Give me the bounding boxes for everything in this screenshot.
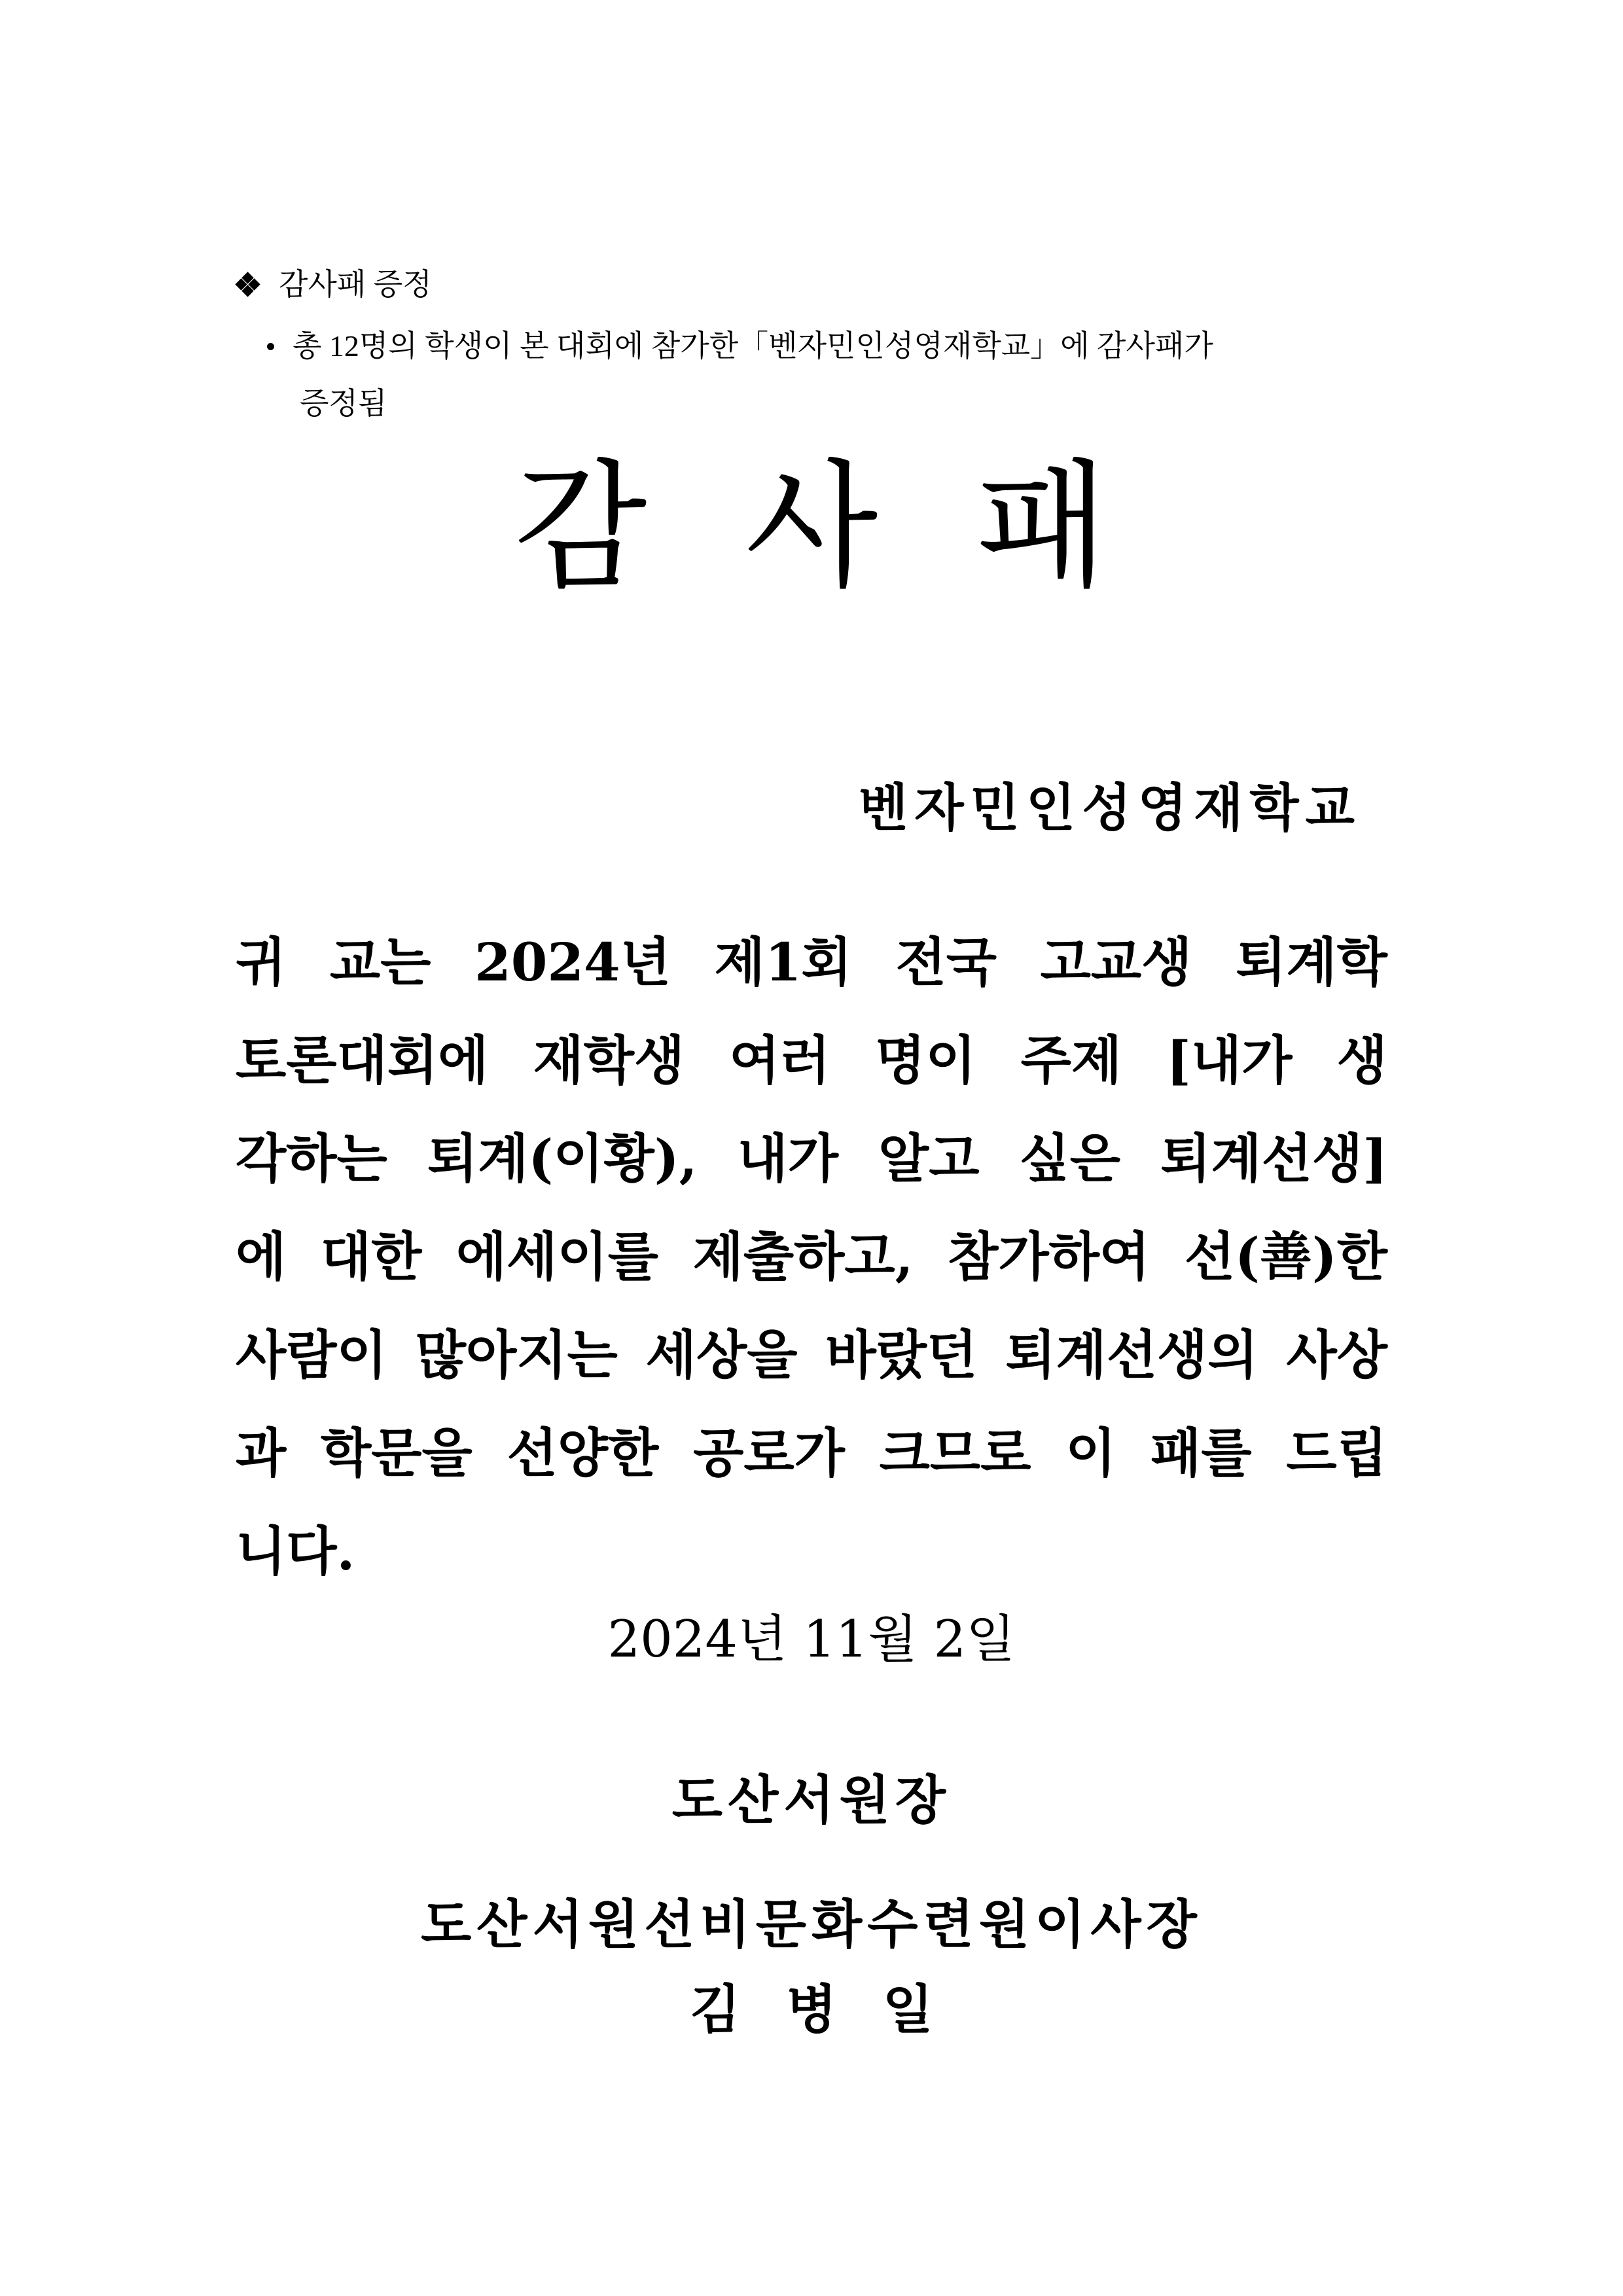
- plaque-body-word: 퇴계(이황),: [427, 1128, 698, 1189]
- plaque-body-word: 싶은: [1019, 1128, 1121, 1189]
- plaque-body-word: 사람이: [236, 1324, 387, 1386]
- plaque-body-word: 패를: [1150, 1422, 1252, 1484]
- plaque-body-line: [236, 1404, 1387, 1502]
- plaque-body-word: 전국: [895, 931, 997, 993]
- plaque-body-word: 크므로: [879, 1422, 1031, 1484]
- plaque-body-word: 과: [236, 1422, 287, 1484]
- plaque-body-word: 니다.: [236, 1520, 355, 1582]
- plaque-body-word: 선양한: [507, 1422, 659, 1484]
- plaque-body-word: 드립: [1286, 1422, 1387, 1484]
- plaque-body-word: 2024년: [474, 931, 671, 993]
- plaque-body-line: [236, 1502, 1387, 1600]
- notice-bullet-continuation: 증정됨: [300, 387, 387, 420]
- plaque-date: 2024년 11월 2일: [607, 1610, 1016, 1669]
- signatory-name: 김병일: [690, 1979, 979, 2040]
- plaque-body-word: 제1회: [714, 931, 852, 993]
- plaque-body-word: 명이: [874, 1030, 976, 1091]
- plaque-body-word: 여러: [729, 1030, 830, 1091]
- plaque-body-word: 이: [1065, 1422, 1116, 1484]
- plaque-body-word: 학문을: [320, 1422, 473, 1484]
- plaque-body-word: 알고: [878, 1128, 980, 1189]
- plaque-title: 감사패: [514, 446, 1207, 607]
- signatory-org-1: 도산서원장: [671, 1769, 952, 1831]
- plaque-body-line: [236, 1306, 1387, 1404]
- bullet-dot-icon: [267, 343, 274, 350]
- plaque-body-word: 귀: [236, 931, 287, 993]
- plaque-body-word: 재학생: [533, 1030, 685, 1091]
- plaque-body-word: 퇴계학: [1236, 931, 1387, 993]
- plaque-body-line: [236, 1208, 1387, 1306]
- notice-heading: [237, 262, 432, 308]
- plaque-body-word: 에세이를: [455, 1226, 659, 1287]
- plaque-body-line: [236, 1011, 1387, 1109]
- plaque-body-word: 퇴계선생의: [1005, 1324, 1258, 1386]
- plaque-body-word: 많아지는: [415, 1324, 618, 1386]
- plaque-body-word: 내가: [737, 1128, 838, 1189]
- plaque-body-line: [236, 913, 1387, 1011]
- plaque-body-line: [236, 1109, 1387, 1208]
- plaque-body-word: 공로가: [693, 1422, 845, 1484]
- plaque-body-word: 선(善)한: [1184, 1226, 1387, 1287]
- notice-heading-text: 감사패 증정: [279, 268, 432, 301]
- notice-bullet: [267, 323, 1213, 369]
- plaque-body-word: 사상: [1286, 1324, 1387, 1386]
- plaque-body-word: [내가: [1166, 1030, 1293, 1091]
- diamond-bullet-icon: [237, 274, 259, 296]
- plaque-body-word: 퇴계선생]: [1160, 1128, 1387, 1189]
- recipient-name: 벤자민인성영재학교: [858, 778, 1361, 838]
- plaque-body-word: 고교생: [1040, 931, 1192, 993]
- plaque-body-word: 세상을: [645, 1324, 798, 1386]
- plaque-body-word: 에: [236, 1226, 287, 1287]
- plaque-body-word: 토론대회에: [236, 1030, 489, 1091]
- plaque-body-word: 교는: [329, 931, 431, 993]
- plaque-body-word: 생: [1336, 1030, 1387, 1091]
- plaque-body-word: 참가하여: [948, 1226, 1150, 1287]
- plaque-body-word: 제출하고,: [692, 1226, 914, 1287]
- signatory-org-2: 도산서원선비문화수련원이사장: [421, 1893, 1202, 1955]
- plaque-body-word: 바랐던: [825, 1324, 978, 1386]
- plaque-body-word: 대한: [320, 1226, 422, 1287]
- plaque-body-word: 주제: [1020, 1030, 1122, 1091]
- notice-bullet-text: 총 12명의 학생이 본 대회에 참가한「벤자민인성영재학교」에 감사패가: [293, 329, 1213, 363]
- plaque-body-word: 각하는: [236, 1128, 387, 1189]
